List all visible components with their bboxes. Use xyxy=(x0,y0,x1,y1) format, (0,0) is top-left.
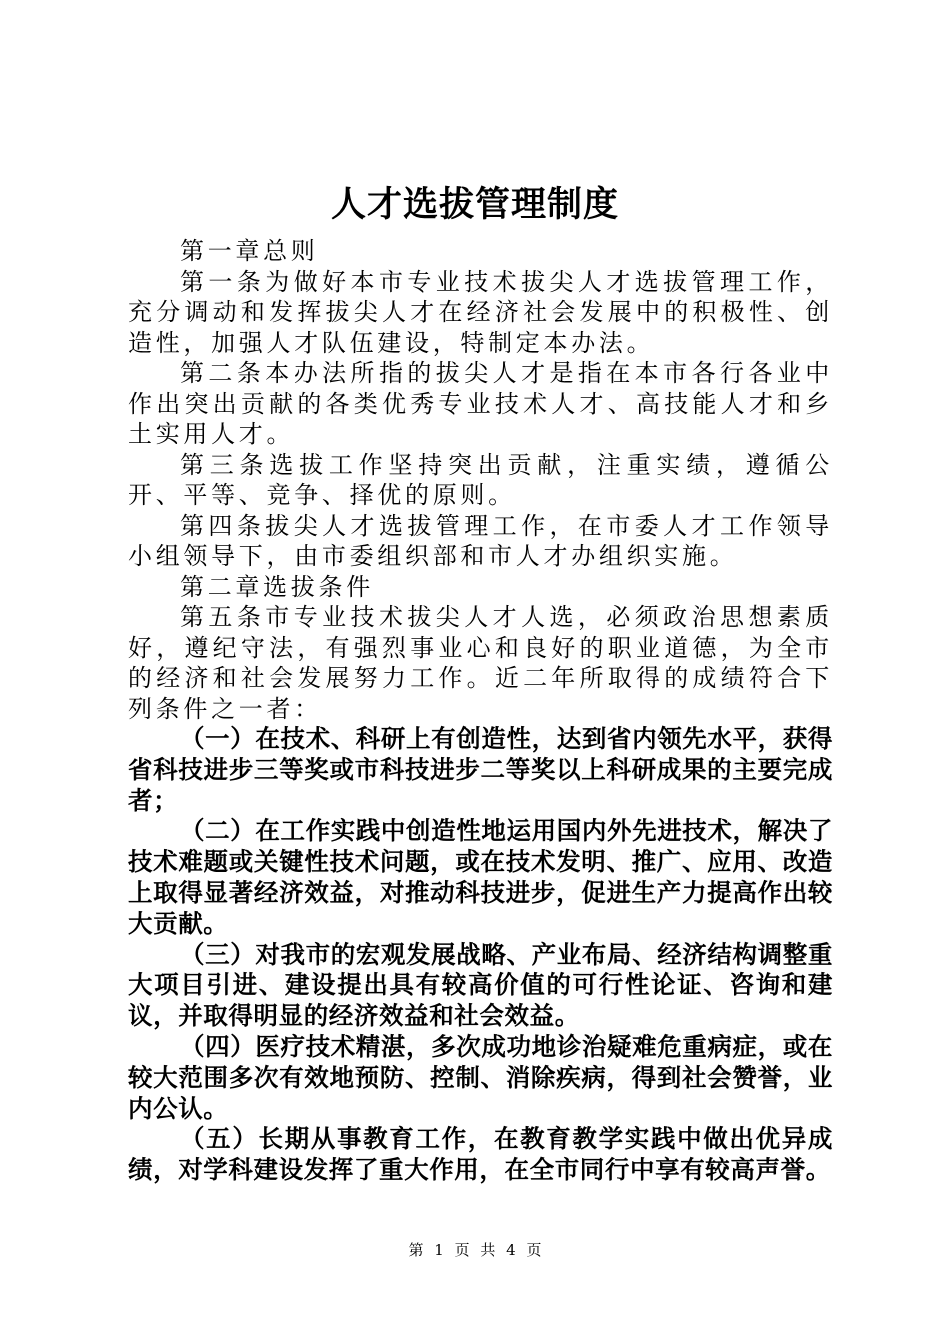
article-paragraph: 第五条市专业技术拔尖人才人选，必须政治思想素质好，遵纪守法，有强烈事业心和良好的职业道德，为全市的经济和社会发展努力工作。近二年所取得的成绩符合下列条件之一者： xyxy=(128,603,833,723)
document-title: 人才选拔管理制度 xyxy=(330,184,619,225)
condition-item: （二）在工作实践中创造性地运用国内外先进技术，解决了技术难题或关键性技术问题，或在技术发明、推广、应用、改造上取得显著经济效益，对推动科技进步，促进生产力提高作出较大贡献。 xyxy=(128,816,833,938)
article-paragraph: 第三条选拔工作坚持突出贡献，注重实绩，遵循公开、平等、竞争、择优的原则。 xyxy=(128,450,833,509)
condition-item: （五）长期从事教育工作，在教育教学实践中做出优异成绩，对学科建设发挥了重大作用，在全市同行中享有较高声誉。 xyxy=(128,1124,833,1185)
chapter-heading: 第一章总则 xyxy=(180,237,319,265)
chapter-heading: 第二章选拔条件 xyxy=(180,572,374,601)
condition-item: （四）医疗技术精湛，多次成功地诊治疑难危重病症，或在较大范围多次有效地预防、控制、消除疾病，得到社会赞誉，业内公认。 xyxy=(128,1031,833,1123)
document-body xyxy=(128,236,833,1186)
article-paragraph: 第一条为做好本市专业技术拔尖人才选拔管理工作，充分调动和发挥拔尖人才在经济社会发展中的积极性、创造性，加强人才队伍建设，特制定本办法。 xyxy=(128,267,833,357)
condition-item: （一）在技术、科研上有创造性，达到省内领先水平，获得省科技进步三等奖或市科技进步二等奖以上科研成果的主要完成者； xyxy=(128,724,833,815)
article-paragraph: 第二条本办法所指的拔尖人才是指在本市各行各业中作出突出贡献的各类优秀专业技术人才、高技能人才和乡土实用人才。 xyxy=(128,359,833,448)
condition-item: （三）对我市的宏观发展战略、产业布局、经济结构调整重大项目引进、建设提出具有较高价值的可行性论证、咨询和建议，并取得明显的经济效益和社会效益。 xyxy=(128,939,833,1031)
article-paragraph: 第四条拔尖人才选拔管理工作，在市委人才工作领导小组领导下，由市委组织部和市人才办组织实施。 xyxy=(128,511,833,570)
page-footer: 第 1 页 共 4 页 xyxy=(408,1241,542,1259)
